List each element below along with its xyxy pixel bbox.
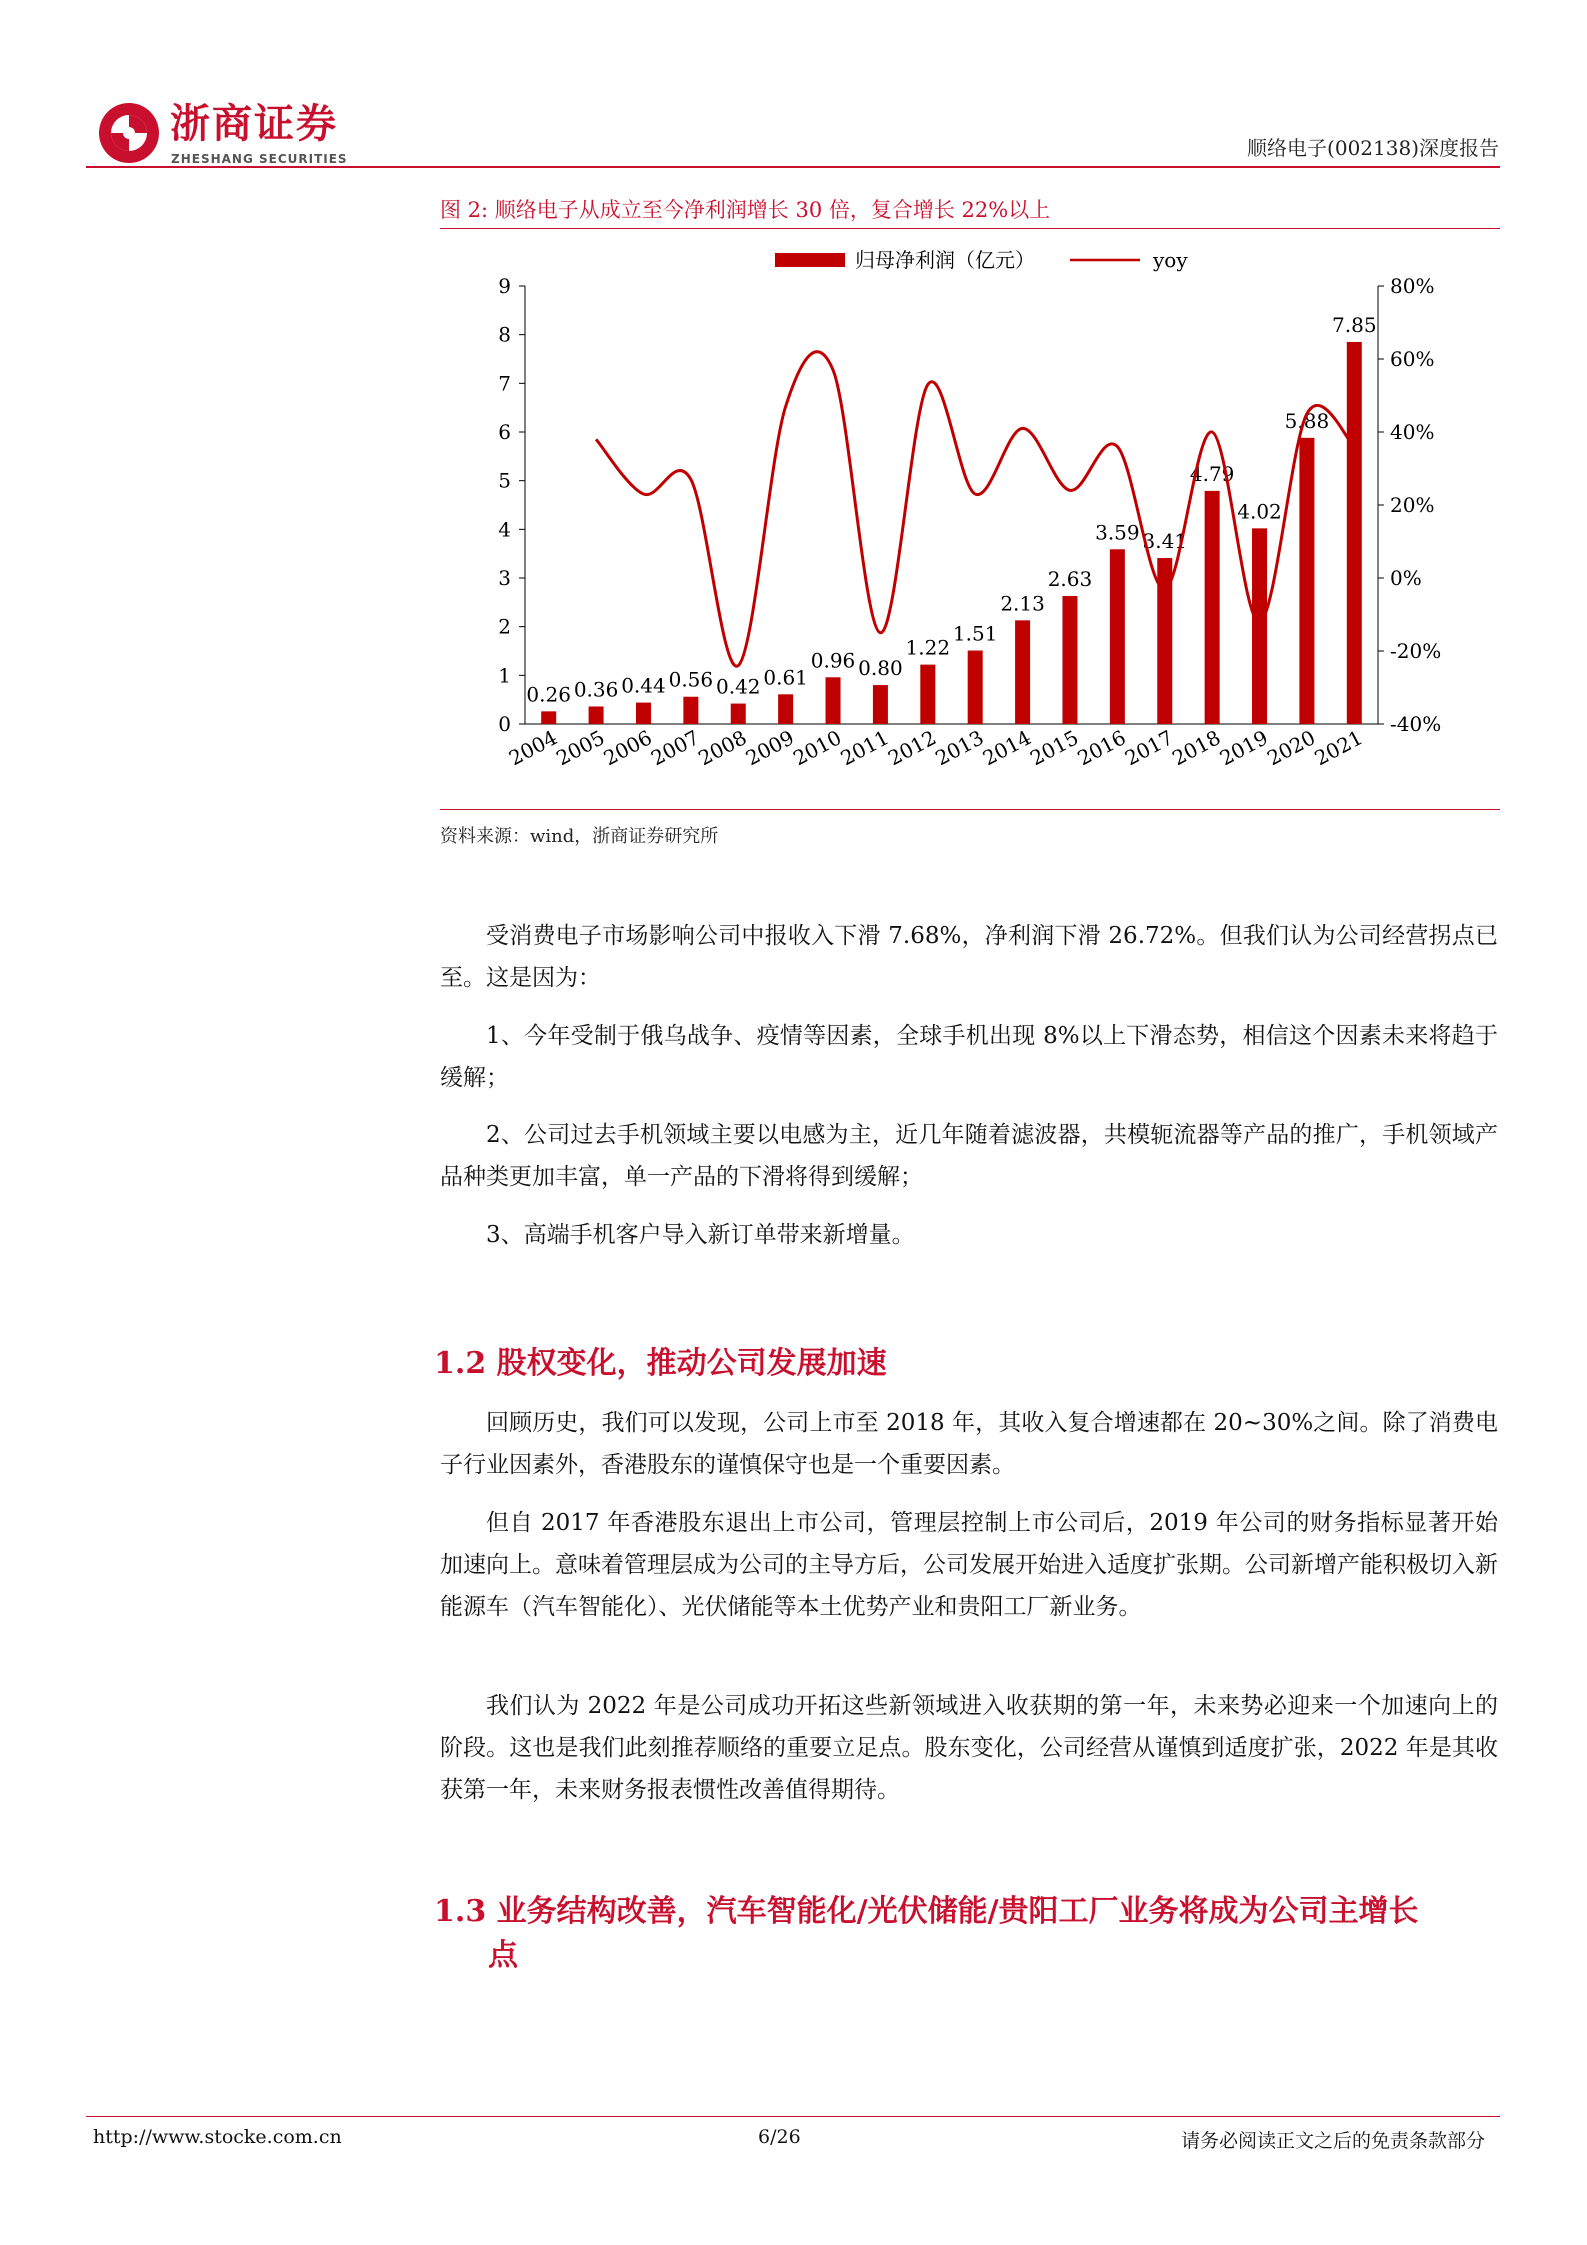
paragraph-3: 2、公司过去手机领域主要以电感为主，近几年随着滤波器，共模轭流器等产品的推广，手机领域产品种类更加丰富，单一产品的下滑将得到缓解； bbox=[440, 1122, 1498, 1190]
legend-bar-swatch bbox=[775, 253, 845, 267]
left-axis-tick-label: 9 bbox=[498, 274, 511, 298]
paragraph-6: 但自 2017 年香港股东退出上市公司，管理层控制上市公司后，2019 年公司的财务指标显著开始加速向上。意味着管理层成为公司的主导方后，公司发展开始进入适度扩张期。公司新增产能积极切入新能源车（汽车智能化）、光伏储能等本土优势产业和贵阳工厂新业务。 bbox=[440, 1510, 1498, 1620]
section-heading-1-3: 1.3 业务结构改善，汽车智能化/光伏储能/贵阳工厂业务将成为公司主增长 bbox=[434, 1894, 1419, 1929]
right-axis-tick-label: -40% bbox=[1390, 712, 1442, 736]
bar-2014 bbox=[1015, 620, 1030, 724]
left-axis-tick-label: 5 bbox=[498, 468, 511, 493]
right-axis-tick-label: 40% bbox=[1390, 420, 1435, 444]
header-divider bbox=[86, 166, 1500, 168]
left-axis-tick-label: 7 bbox=[498, 371, 511, 396]
bar-2019 bbox=[1252, 528, 1267, 724]
bar-2018 bbox=[1205, 491, 1220, 724]
x-axis-label-2013: 2013 bbox=[931, 725, 988, 771]
x-axis-label-2020: 2020 bbox=[1263, 725, 1320, 771]
section-heading-1-2: 1.2 股权变化，推动公司发展加速 bbox=[434, 1346, 887, 1381]
paragraph-1: 受消费电子市场影响公司中报收入下滑 7.68%，净利润下滑 26.72%。但我们认为公司经营拐点已至。这是因为： bbox=[440, 923, 1498, 991]
left-axis-tick-label: 4 bbox=[498, 517, 511, 542]
bar-label-2012: 1.22 bbox=[905, 635, 951, 660]
bar-label-2015: 2.63 bbox=[1047, 567, 1093, 592]
bar-label-2004: 0.26 bbox=[526, 682, 571, 707]
right-axis-tick-label: 60% bbox=[1390, 347, 1435, 371]
x-axis-label-2018: 2018 bbox=[1168, 725, 1225, 771]
bar-label-2008: 0.42 bbox=[715, 674, 761, 699]
legend-bar-label: 归母净利润（亿元） bbox=[855, 248, 1035, 272]
x-axis-label-2006: 2006 bbox=[599, 725, 656, 771]
paragraph-5: 回顾历史，我们可以发现，公司上市至 2018 年，其收入复合增速都在 20~30%之间。除了消费电子行业因素外，香港股东的谨慎保守也是一个重要因素。 bbox=[440, 1410, 1498, 1478]
bar-label-2021: 7.85 bbox=[1332, 312, 1377, 337]
right-axis-tick-label: -20% bbox=[1390, 639, 1442, 663]
bar-2006 bbox=[636, 703, 651, 724]
bar-label-2019: 4.02 bbox=[1237, 499, 1282, 524]
bar-2004 bbox=[541, 711, 556, 724]
bar-2011 bbox=[873, 685, 888, 724]
x-axis-label-2010: 2010 bbox=[789, 725, 846, 771]
bar-2020 bbox=[1299, 438, 1314, 724]
bar-label-2013: 1.51 bbox=[952, 621, 998, 646]
x-axis-label-2008: 2008 bbox=[694, 725, 751, 771]
left-axis-tick-label: 8 bbox=[498, 322, 511, 347]
bar-2009 bbox=[778, 694, 793, 724]
bar-label-2010: 0.96 bbox=[810, 648, 856, 673]
paragraph-2: 1、今年受制于俄乌战争、疫情等因素，全球手机出现 8%以上下滑态势，相信这个因素未来将趋于缓解； bbox=[440, 1023, 1498, 1091]
bar-2005 bbox=[589, 706, 604, 724]
bar-label-2017: 3.41 bbox=[1142, 529, 1188, 554]
company-name-cn: 浙商证券 bbox=[170, 101, 338, 147]
bar-2021 bbox=[1347, 342, 1362, 724]
bar-label-2018: 4.79 bbox=[1189, 461, 1235, 486]
left-axis-tick-label: 1 bbox=[498, 663, 511, 688]
right-axis-tick-label: 80% bbox=[1390, 274, 1435, 298]
company-name-en: ZHESHANG SECURITIES bbox=[171, 152, 348, 166]
left-axis-tick-label: 0 bbox=[498, 712, 511, 736]
left-axis-tick-label: 3 bbox=[498, 566, 511, 590]
x-axis-label-2011: 2011 bbox=[836, 725, 893, 771]
bar-label-2009: 0.61 bbox=[763, 665, 808, 690]
bar-label-2011: 0.80 bbox=[858, 656, 903, 681]
figure-bottom-rule bbox=[440, 809, 1500, 810]
bar-label-2007: 0.56 bbox=[668, 667, 714, 692]
figure-top-rule bbox=[440, 228, 1500, 229]
right-axis-tick-label: 0% bbox=[1390, 566, 1422, 590]
bar-2007 bbox=[683, 697, 698, 724]
footer-divider bbox=[86, 2116, 1500, 2117]
figure-caption: 图 2: 顺络电子从成立至今净利润增长 30 倍，复合增长 22%以上 bbox=[440, 198, 1051, 222]
x-axis-label-2007: 2007 bbox=[646, 725, 704, 771]
x-axis-label-2015: 2015 bbox=[1026, 725, 1083, 771]
x-axis-label-2021: 2021 bbox=[1310, 725, 1367, 771]
page-number: 6/26 bbox=[758, 2126, 801, 2148]
bar-label-2005: 0.36 bbox=[573, 677, 619, 702]
x-axis-label-2017: 2017 bbox=[1120, 725, 1178, 771]
bar-label-2006: 0.44 bbox=[621, 673, 666, 698]
x-axis-label-2004: 2004 bbox=[504, 725, 562, 771]
legend-line-label: yoy bbox=[1153, 248, 1188, 272]
x-axis-label-2014: 2014 bbox=[978, 725, 1035, 771]
report-title: 顺络电子(002138)深度报告 bbox=[1247, 136, 1499, 160]
x-axis-label-2019: 2019 bbox=[1215, 725, 1272, 771]
bar-label-2016: 3.59 bbox=[1095, 520, 1140, 545]
section-heading-1-3-cont: 点 bbox=[488, 1938, 518, 1973]
bar-label-2014: 2.13 bbox=[1000, 591, 1045, 616]
x-axis-label-2009: 2009 bbox=[741, 725, 798, 771]
bar-2016 bbox=[1110, 549, 1125, 724]
paragraph-7: 我们认为 2022 年是公司成功开拓这些新领域进入收获期的第一年，未来势必迎来一个加速向上的阶段。这也是我们此刻推荐顺络的重要立足点。股东变化，公司经营从谨慎到适度扩张，2022 年是其收获第一年，未来财务报表惯性改善值得期待。 bbox=[440, 1693, 1498, 1803]
bar-2015 bbox=[1062, 596, 1077, 724]
net-profit-chart bbox=[440, 236, 1500, 806]
x-axis-label-2012: 2012 bbox=[883, 725, 941, 771]
paragraph-4: 3、高端手机客户导入新订单带来新增量。 bbox=[486, 1222, 915, 1248]
bar-label-2020: 5.88 bbox=[1284, 408, 1330, 433]
x-axis-label-2016: 2016 bbox=[1073, 725, 1130, 771]
footer-disclaimer: 请务必阅读正文之后的免责条款部分 bbox=[1180, 2130, 1485, 2152]
footer-url[interactable]: http://www.stocke.com.cn bbox=[93, 2126, 342, 2148]
company-logo-icon bbox=[98, 102, 160, 164]
left-axis-tick-label: 2 bbox=[498, 614, 511, 639]
right-axis-tick-label: 20% bbox=[1390, 493, 1435, 517]
figure-source: 资料来源：wind，浙商证券研究所 bbox=[440, 826, 719, 847]
x-axis-label-2005: 2005 bbox=[552, 725, 609, 771]
bar-2008 bbox=[731, 704, 746, 724]
bar-2012 bbox=[920, 665, 935, 724]
bar-2013 bbox=[968, 651, 983, 724]
left-axis-tick-label: 6 bbox=[498, 420, 511, 444]
bar-2010 bbox=[826, 677, 841, 724]
